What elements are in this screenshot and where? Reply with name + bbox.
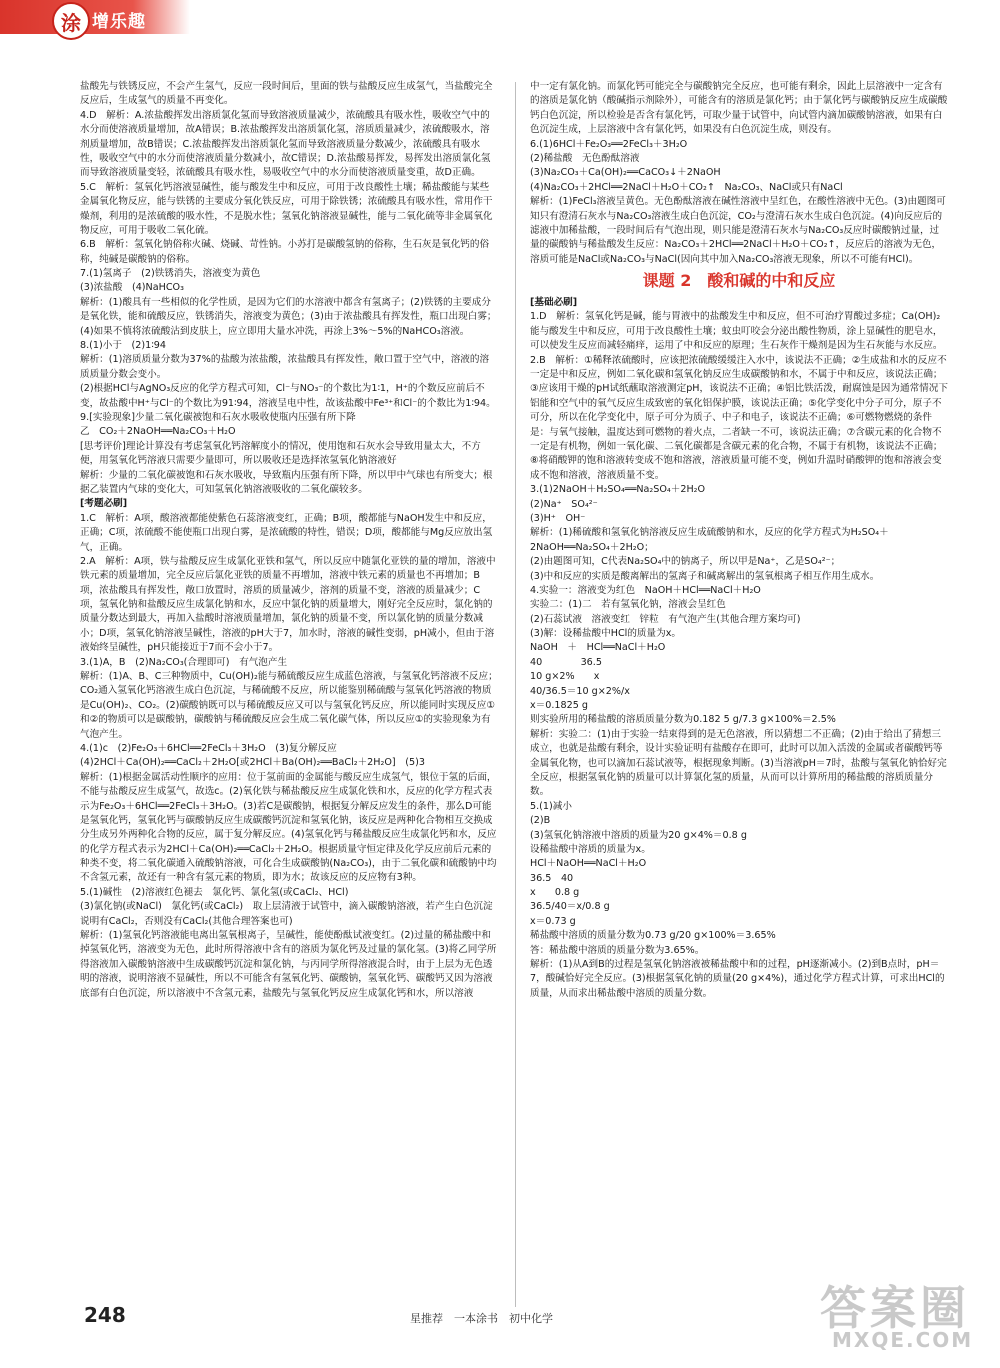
- text-paragraph: 9.[实验现象]少量二氧化碳被饱和石灰水吸收使瓶内压强有所下降 乙 CO₂＋2NaOH══Na₂CO₃＋H₂O [思考评价]理论计算没有考虑氢氧化钙溶解度小的情况，使用饱和石灰水会导致用量太大，不方便，用氢氧化钙溶液只需要少量即可，所以吸收还是选择浓氢氧化钠溶液好: [80, 411, 481, 467]
- text-paragraph: 6.(1)6HCl＋Fe₂O₃══2FeCl₃＋3H₂O (2)稀盐酸 无色酚酞溶液 (3)Na₂CO₃＋Ca(OH)₂══CaCO₃↓＋2NaOH (4)Na₂CO₃＋2HCl══2NaCl＋H₂O＋CO₂↑ Na₂CO₃、NaCl或只有NaCl: [530, 138, 843, 193]
- lesson-title: 课题 2 酸和碱的中和反应: [642, 271, 836, 291]
- page-number: 248: [84, 1303, 126, 1327]
- text-paragraph: 3.(1)A，B (2)Na₂CO₃(合理即可) 有气泡产生: [80, 656, 288, 668]
- brand-title: 增乐趣: [92, 12, 146, 32]
- text-paragraph: 解析：(1)稀硫酸和氢氧化钠溶液反应生成硫酸钠和水，反应的化学方程式为H₂SO₄＋2NaOH══Na₂SO₄＋2H₂O； (2)由题图可知，C代表Na₂SO₄中的钠离子，所以甲是Na⁺，乙是SO₄²⁻； (3)中和反应的实质是酸离解出的氢离子和碱离解出的氢氧根离子相互作用生成水。: [530, 527, 889, 582]
- right-column-lower: [530, 296, 948, 1001]
- text-paragraph: 解析：(1)从A到B的过程是氢氧化钠溶液被稀盐酸中和的过程，pH逐渐减小。(2)到B点时，pH＝7，酸碱恰好完全反应。(3)根据氢氧化钠的质量(20 g×4%)，通过化学方程式计算，可求出HCl的质量，从而求出稀盐酸中溶质的质量分数。: [530, 959, 945, 999]
- text-paragraph: 中一定有氯化钠。而氯化钙可能完全与碳酸钠完全反应，也可能有剩余，因此上层溶液中一定含有的溶质是氯化钠（酸碱指示剂除外），可能含有的溶质是氯化钙；由于氯化钙与碳酸钠反应生成碳酸钙白色沉淀，所以检验是否含有氯化钙，可取少量于试管中，向试管内滴加碳酸钠溶液，如果有白色沉淀生成，上层溶液中含有氯化钙，如果没有白色沉淀生成，则没有。: [530, 81, 948, 136]
- text-paragraph: 1.C 解析：A项，酸溶液都能使紫色石蕊溶液变红，正确；B项，酸都能与NaOH发生中和反应，正确；C项，浓硫酸不能使瓶口出现白雾，是浓硫酸的特性，错误；D项，酸都能与Mg反应放出氢气，正确。: [80, 512, 493, 553]
- text-paragraph: 解析：(1)根据金属活动性顺序的应用：位于氢前面的金属能与酸反应生成氢气，银位于氢的后面，不能与盐酸反应生成氢气，故选c。(2)氧化铁与稀盐酸反应生成氯化铁和水，反应的化学方程式表示为Fe₂O₃＋6HCl══2FeCl₃＋3H₂O。(3)若C是碳酸钠，根据复分解反应发生的条件，那么D可能是氢氧化钙，氢氧化钙与碳酸钠反应生成碳酸钙沉淀和氢氧化钠，该反应是两种化合物相互交换成分生成另外两种化合物的反应，属于复分解反应。(4)氢氧化钙与稀盐酸反应生成氯化钙和水，反应的化学方程式表示为2HCl＋Ca(OH)₂══CaCl₂＋2H₂O。根据质量守恒定律及化学反应前后元素的种类不变，将二氧化碳通入硫酸钠溶液，可化合生成碳酸钠(Na₂CO₃)，由于二氧化碳和硫酸钠中均不含氢元素，故还有一种含有氢元素的物质，即为水；故该反应的反应物有3种。: [80, 771, 497, 884]
- text-paragraph: 3.(1)2NaOH＋H₂SO₄══Na₂SO₄＋2H₂O (2)Na⁺ SO₄²⁻ (3)H⁺ OH⁻: [530, 484, 706, 524]
- text-paragraph: 4.实验一：溶液变为红色 NaOH＋HCl══NaCl＋H₂O 实验二：(1)二 若有氢氧化钠，溶液会呈红色 (2)石蕊试液 溶液变红 锌粒 有气泡产生(其他合理方案均可) (3)解：设稀盐酸中HCl的质量为x。 NaOH ＋ HCl══NaCl＋H₂O 40 36.5 10 g×2% x 40/36.5＝10 g×2%/x x＝0.1825 g 则实验所用的稀盐酸的溶质质量分数为0.182 5 g/7.3 g×100%＝2.5%: [530, 584, 836, 726]
- text-paragraph: 4.D 解析：A.浓盐酸挥发出溶质氯化氢而导致溶液质量减少，浓硫酸具有吸水性，吸收空气中的水分而使溶液质量增加，故A错误；B.浓盐酸挥发出溶质氯化氢，溶质质量减少，浓硫酸吸水，溶剂质量增加，故B错误；C.浓盐酸挥发出溶质氯化氢而导致溶液质量分数减少，浓硫酸具有吸水性，吸收空气中的水分而使溶液质量分数减小，故C错误；D.浓盐酸易挥发，易挥发出溶质氯化氢而导致溶液质量变轻，浓硫酸具有吸水性，易吸收空气中的水分而使溶液质量变重，故D正确。: [80, 109, 491, 179]
- text-paragraph: 解析：少量的二氧化碳被饱和石灰水吸收，导致瓶内压强有所下降，所以甲中气球也有所变大；根据乙装置内气球的变化大，可知氢氧化钠溶液吸收的二氧化碳较多。: [80, 469, 493, 495]
- text-paragraph: 4.(1)c (2)Fe₂O₃＋6HCl══2FeCl₃＋3H₂O (3)复分解反应 (4)2HCl＋Ca(OH)₂══CaCl₂＋2H₂O[或2HCl＋Ba(OH)₂══BaCl₂＋2H₂O] (5)3: [80, 742, 425, 769]
- text-paragraph: [基础必刷]: [530, 297, 578, 309]
- footer-text: 星推荐 一本涂书 初中化学: [410, 1312, 553, 1325]
- text-paragraph: 5.(1)减小 (2)B (3)氢氧化钠溶液中溶质的质量为20 g×4%＝0.8 g 设稀盐酸中溶质的质量为x。 HCl＋NaOH══NaCl＋H₂O 36.5 40 x 0.8 g 36.5/40＝x/0.8 g x＝0.73 g 稀盐酸中溶质的质量分数为0.73 g/20 g×100%＝3.65% 答：稀盐酸中溶质的质量分数为3.65%。: [530, 800, 776, 956]
- text-paragraph: 解析：(1)FeCl₃溶液呈黄色。无色酚酞溶液在碱性溶液中呈红色，在酸性溶液中无色。(3)由题图可知只有澄清石灰水与Na₂CO₃溶液生成白色沉淀，CO₂与澄清石灰水生成白色沉淀。(4)向反应后的滤液中加稀盐酸，一段时间后有气泡出现，则只能是澄清石灰水与Na₂CO₃反应时碳酸钠过量，过量的碳酸钠与稀盐酸发生反应：Na₂CO₃＋2HCl══2NaCl＋H₂O＋CO₂↑，反应后的溶液为无色，溶质可能是NaCl或Na₂CO₃与NaCl(因向其中加入Na₂CO₃溶液无现象，所以不可能有HCl)。: [530, 196, 946, 265]
- text-paragraph: 2.B 解析：①稀释浓硫酸时，应该把浓硫酸缓缓注入水中，该说法不正确；②生成盐和水的反应不一定是中和反应，例如二氧化碳和氢氧化钠反应生成碳酸钠和水，不属于中和反应，该说法正确；③应该用干燥的pH试纸蘸取溶液测定pH，该说法不正确；④铝比铁活泼，耐腐蚀是因为通常情况下铝能和空气中的氧气反应生成致密的氧化铝保护膜，该说法正确；⑤化学变化中分子可分，原子不可分，所以在化学变化中，原子可分为质子、中子和电子，该说法不正确；⑥可燃物燃烧的条件是：与氧气接触，温度达到可燃物的着火点，二者缺一不可，该说法正确；⑦含碳元素的化合物不一定是有机物，例如一氧化碳、二氧化碳都是含碳元素的化合物，不属于有机物，该说法不正确；⑧将硝酸钾的饱和溶液转变成不饱和溶液，溶液质量可能不变，例如升温时硝酸钾的饱和溶液会变成不饱和溶液，溶液质量不变。: [530, 354, 948, 481]
- right-column-upper: [530, 80, 948, 267]
- text-paragraph: 8.(1)小于 (2)1∶94: [80, 340, 166, 352]
- text-paragraph: 6.B 解析：氢氧化钠俗称火碱、烧碱、苛性钠。小苏打是碳酸氢钠的俗称，生石灰是氧化钙的俗称，纯碱是碳酸钠的俗称。: [80, 239, 490, 265]
- text-paragraph: 解析：实验二：(1)由于实验一结束得到的是无色溶液，所以猜想二不正确；(2)由于给出了猜想三成立，也就是盐酸有剩余，设计实验证明有盐酸存在即可，此时可以加入活泼的金属或者碳酸钙等金属氧化物，也可以滴加石蕊试液等，根据现象判断。(3)当溶液pH＝7时，盐酸与氢氧化钠恰好完全反应，根据氢氧化钠的质量可以计算氯化氢的质量，从而可以计算所用的稀盐酸的溶质质量分数。: [530, 728, 947, 798]
- text-paragraph: 盐酸先与铁锈反应，不会产生氢气，反应一段时间后，里面的铁与盐酸反应生成氢气，当盐酸完全反应后，生成氢气的质量不再变化。: [80, 81, 493, 107]
- column-divider: [515, 82, 516, 1307]
- text-paragraph: [考题必刷]: [80, 498, 128, 510]
- watermark-logo: [800, 1268, 990, 1358]
- text-paragraph: 解析：(1)氢氧化钙溶液能电离出氢氧根离子，呈碱性，能使酚酞试液变红。(2)过量的稀盐酸中和掉氢氧化钙，溶液变为无色，此时所得溶液中含有的溶质为氯化钙及过量的氯化氢。(3)将乙同学所得溶液加入碳酸钠溶液中生成碳酸钙沉淀和氯化钠，与丙同学所得溶液混合时，由于上层为无色透明的溶液，说明溶液不显碱性，所以不可能含有氢氧化钙、碳酸钠，氢氧化钙、碳酸钙又因为溶液底部有白色沉淀，所以溶液中不含氢元素，盐酸先与氢氧化钙反应生成氯化钙和水，所以溶液: [80, 930, 497, 999]
- text-paragraph: 解析：(1)溶质质量分数为37%的盐酸为浓盐酸，浓盐酸具有挥发性，敞口置于空气中，溶液的溶质质量分数会变小。 (2)根据HCl与AgNO₃反应的化学方程式可知，Cl⁻与NO₃⁻的个数比为1∶1，H⁺的个数反应前后不变，故盐酸中H⁺与Cl⁻的个数比为91∶94，溶液呈电中性，故该盐酸中Fe³⁺和Cl⁻的个数比为1∶94。: [80, 354, 496, 409]
- watermark-text: 答案圈: [820, 1281, 970, 1335]
- logo-icon: [52, 2, 90, 40]
- text-paragraph: 解析：(1)酸具有一些相似的化学性质，是因为它们的水溶液中都含有氢离子；(2)铁锈的主要成分是氧化铁，能和硫酸反应，铁锈消失，溶液变为黄色；(3)由于浓盐酸具有挥发性，瓶口出现白雾；(4)如果不慎将浓硫酸沾到皮肤上，应立即用大量水冲洗，再涂上3%～5%的NaHCO₃溶液。: [80, 296, 497, 337]
- watermark-url: MXQE.COM: [832, 1328, 974, 1352]
- text-paragraph: 解析：(1)A、B、C三种物质中，Cu(OH)₂能与稀硫酸反应生成蓝色溶液，与氢氧化钙溶液不反应；CO₂通入氢氧化钙溶液生成白色沉淀，与稀硫酸不反应，所以能鉴别稀硫酸与氢氧化钙溶液的物质是Cu(OH)₂、CO₂。(2)碳酸钠既可以与稀硫酸反应又可以与氢氧化钙反应，所以能同时实现反应①和②的物质可以是碳酸钠，碳酸钠与稀硫酸反应会生成二氧化碳气体，所以反应①的实验现象为有气泡产生。: [80, 671, 498, 740]
- logo-char: 涂: [61, 10, 81, 35]
- text-paragraph: 1.D 解析：氢氧化钙是碱，能与胃液中的盐酸发生中和反应，但不可治疗胃酸过多症；Ca(OH)₂能与酸发生中和反应，可用于改良酸性土壤；蚊虫叮咬会分泌出酸性物质，涂上显碱性的肥皂水，可以使发生反应而减轻痛痒，运用了中和反应的原理；生石灰作干燥剂是因为生石灰能与水反应。: [530, 311, 943, 352]
- right-column: [530, 80, 948, 1001]
- text-paragraph: 5.C 解析：氢氧化钙溶液显碱性，能与酸发生中和反应，可用于改良酸性土壤；稀盐酸能与某些金属氧化物反应，能与铁锈的主要成分氧化铁反应，可用于除铁锈；浓硫酸具有吸水性，常用作干燥剂，利用的是浓硫酸的吸水性，不是脱水性；氢氧化钠溶液显碱性，能与二氧化硫等非金属氧化物反应，可用于吸收二氧化硫。: [80, 181, 493, 236]
- text-paragraph: 5.(1)碱性 (2)溶液红色褪去 氯化钙、氯化氢(或CaCl₂、HCl) (3)氯化钠(或NaCl) 氯化钙(或CaCl₂) 取上层清液于试管中，滴入碳酸钠溶液，若产生白色沉淀说明有CaCl₂，否则没有CaCl₂(其他合理答案也可): [80, 886, 493, 927]
- text-paragraph: 7.(1)氢离子 (2)铁锈消失，溶液变为黄色 (3)浓盐酸 (4)NaHCO₃: [80, 268, 261, 294]
- text-paragraph: 2.A 解析：A项，铁与盐酸反应生成氯化亚铁和氢气，所以反应中随氯化亚铁的量的增加，溶液中铁元素的质量增加，完全反应后氯化亚铁的质量不再增加，溶液中铁元素的质量也不再增加；B项，浓盐酸具有挥发性，敞口放置时，溶质的质量减少，溶剂的质量不变，溶液的质量减少；C项，氢氧化钠和盐酸反应生成氯化钠和水，反应中氯化钠的质量增大，刚好完全反应时，氯化钠的质量分数达到最大，再加入盐酸时溶液质量增加，氯化钠的质量不变，所以氯化钠的质量分数减小；D项，氢氧化钠溶液呈碱性，溶液的pH大于7，加水时，溶液的碱性变弱，pH减小，但由于溶液始终呈碱性，pH只能接近于7而不会小于7。: [80, 555, 496, 654]
- left-column: [80, 80, 498, 1001]
